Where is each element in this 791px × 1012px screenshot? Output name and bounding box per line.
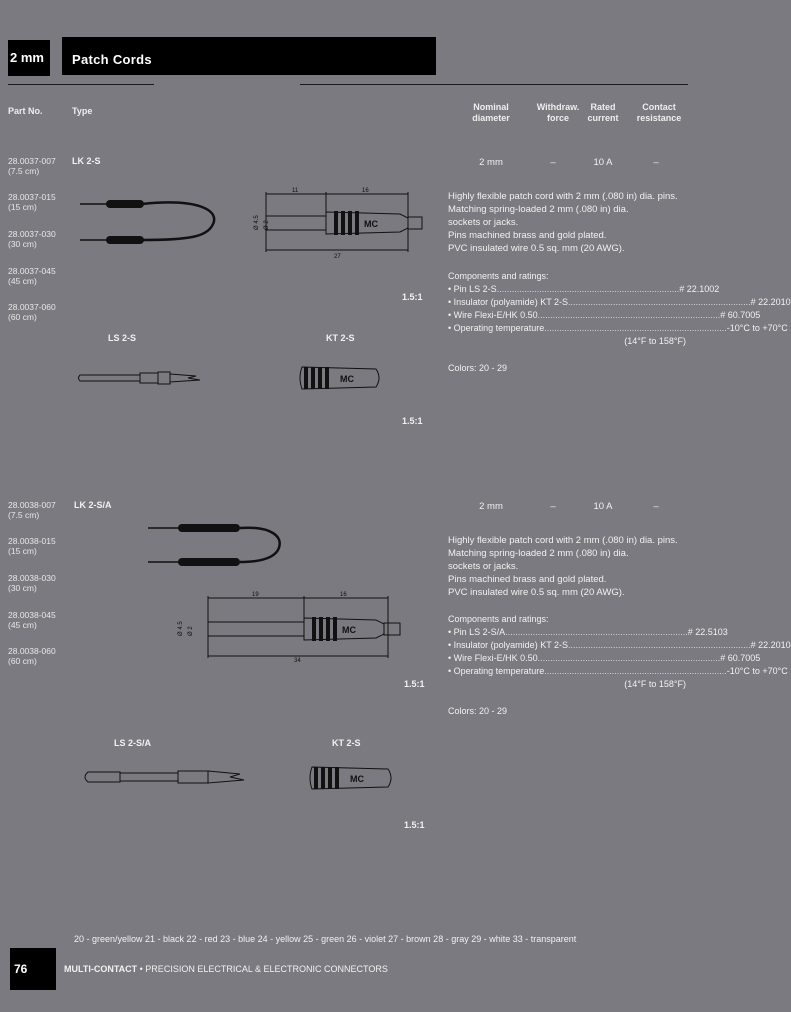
mc-logo: MC [340, 374, 354, 384]
scale-label: 1.5:1 [404, 820, 425, 830]
colors-note: Colors: 20 - 29 [448, 363, 508, 373]
insulator-illustration [306, 764, 398, 792]
dim-label: 27 [334, 254, 341, 260]
mc-logo: MC [364, 219, 378, 229]
part-number: 28.0037-060 (60 cm) [8, 302, 56, 322]
patch-cord-illustration [140, 516, 290, 576]
pin-label: LS 2-S/A [114, 738, 152, 748]
rated-value: 10 A [593, 501, 613, 512]
pin-label: LS 2-S [108, 333, 137, 343]
dim-label: 11 [292, 188, 299, 194]
components-list: Components and ratings: • Pin LS 2-S ......................................................................... # 22.1002 • Insulator (polyamide) KT 2-S ......................................................................... # 22.2010 • Wire Flexi-E/HK 0.50 ......................................................................... # 60.7005 • Operating temperature ......................................................................... -10°C to +70°C (14°F to 158°F) [448, 271, 791, 346]
nominal-value: 2 mm [479, 501, 503, 512]
col-contact: Contact resistance [636, 102, 682, 123]
col-rated: Rated current [587, 102, 619, 123]
patch-cord-illustration [72, 190, 222, 260]
product-description: Highly flexible patch cord with 2 mm (.080 in) dia. pins. Matching spring-loaded 2 mm (.080 in) dia. sockets or jacks. Pins machined brass and gold plated. PVC insulated wire 0.5 sq. mm (20 AWG). [448, 535, 678, 598]
insulator-illustration [296, 364, 386, 392]
mc-logo: MC [342, 625, 356, 635]
product-type: LK 2-S [72, 156, 101, 166]
nominal-value: 2 mm [479, 157, 503, 168]
pin-illustration [80, 766, 250, 788]
part-number: 28.0038-015 (15 cm) [8, 536, 56, 556]
footer-tagline: MULTI-CONTACT • PRECISION ELECTRICAL & ELECTRONIC CONNECTORS [64, 964, 388, 974]
scale-label: 1.5:1 [402, 292, 423, 302]
dim-label: Ø 2 [264, 220, 270, 230]
part-number: 28.0037-015 (15 cm) [8, 192, 56, 212]
withdraw-value: – [550, 501, 556, 512]
color-legend: 20 - green/yellow 21 - black 22 - red 23 - blue 24 - yellow 25 - green 26 - violet 27 - brown 28 - gray 29 - white 33 - transparent [74, 934, 577, 944]
scale-label: 1.5:1 [402, 416, 423, 426]
part-number: 28.0037-045 (45 cm) [8, 266, 56, 286]
page-number: 76 [10, 948, 56, 990]
page-title: Patch Cords [62, 37, 436, 75]
part-number: 28.0038-060 (60 cm) [8, 646, 56, 666]
col-withdraw: Withdraw. force [536, 102, 580, 123]
col-type: Type [72, 106, 93, 116]
components-list: Components and ratings: • Pin LS 2-S/A ......................................................................... # 22.5103 • Insulator (polyamide) KT 2-S ......................................................................... # 22.2010 • Wire Flexi-E/HK 0.50 ......................................................................... # 60.7005 • Operating temperature ......................................................................... -10°C to +70°C (14°F to 158°F) [448, 614, 791, 689]
part-number: 28.0037-030 (30 cm) [8, 229, 56, 249]
mc-logo: MC [350, 774, 364, 784]
contact-value: – [653, 501, 659, 512]
part-number: 28.0038-007 (7.5 cm) [8, 500, 56, 520]
dimension-drawing [170, 590, 410, 662]
withdraw-value: – [550, 157, 556, 168]
dim-label: Ø 4.5 [254, 215, 260, 230]
insulator-label: KT 2-S [326, 333, 355, 343]
product-type: LK 2-S/A [74, 500, 112, 510]
col-part-no: Part No. [8, 106, 43, 116]
colors-note: Colors: 20 - 29 [448, 706, 508, 716]
rated-value: 10 A [593, 157, 613, 168]
pin-illustration [76, 368, 206, 388]
dim-label: 34 [294, 658, 301, 664]
contact-value: – [653, 157, 659, 168]
dim-label: 16 [362, 188, 369, 194]
insulator-label: KT 2-S [332, 738, 361, 748]
dim-label: Ø 2 [188, 626, 194, 636]
part-number: 28.0037-007 (7.5 cm) [8, 156, 56, 176]
col-nominal: Nominal diameter [472, 102, 510, 123]
product-description: Highly flexible patch cord with 2 mm (.080 in) dia. pins. Matching spring-loaded 2 mm (.080 in) dia. sockets or jacks. Pins machined brass and gold plated. PVC insulated wire 0.5 sq. mm (20 AWG). [448, 191, 678, 254]
section-label: 2 mm [8, 40, 50, 76]
dim-label: Ø 4.5 [178, 621, 184, 636]
dim-label: 16 [340, 592, 347, 598]
dim-label: 19 [252, 592, 259, 598]
scale-label: 1.5:1 [404, 679, 425, 689]
header-rule-left [8, 84, 154, 85]
part-number: 28.0038-045 (45 cm) [8, 610, 56, 630]
header-rule-right [300, 84, 688, 85]
part-number: 28.0038-030 (30 cm) [8, 573, 56, 593]
dimension-drawing [250, 186, 430, 260]
